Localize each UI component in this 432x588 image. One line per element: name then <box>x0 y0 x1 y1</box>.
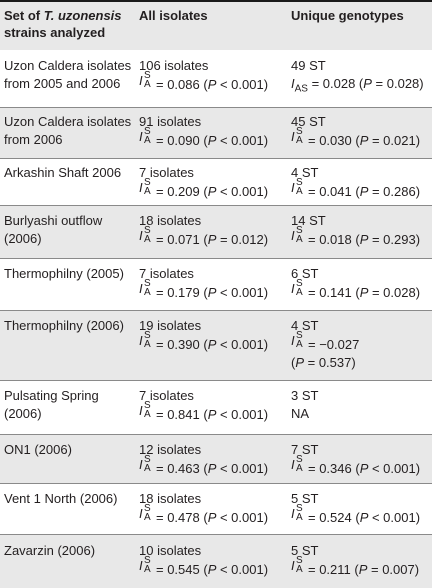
unique-cell <box>291 212 431 249</box>
set-line: Uzon Caldera isolates <box>4 114 132 129</box>
index-I: I <box>291 558 295 573</box>
set-cell <box>4 113 136 149</box>
all-cell <box>139 441 289 478</box>
unique-stat-value: = 0.524 ( <box>308 510 360 525</box>
all-cell <box>139 164 289 201</box>
unique-count: 5 ST <box>291 543 319 558</box>
index-S: S <box>296 177 303 188</box>
p-symbol: P <box>207 184 217 199</box>
set-line: ON1 (2006) <box>4 442 72 457</box>
index-I: I <box>291 333 295 348</box>
all-stat <box>139 177 289 201</box>
table-row <box>0 435 432 483</box>
set-line: from 2006 <box>4 132 63 147</box>
all-stat <box>139 70 289 94</box>
unique-cell <box>291 441 431 478</box>
unique-stat-value: = 0.211 ( <box>308 562 359 577</box>
ias-symbol <box>291 76 308 95</box>
index-I: I <box>139 73 143 88</box>
all-count: 91 isolates <box>139 114 202 129</box>
index-S: S <box>144 177 151 188</box>
p-value: = 0.028) <box>371 76 424 91</box>
index-symbol <box>291 454 308 474</box>
table-row <box>0 535 432 588</box>
p-symbol: P <box>207 285 217 300</box>
all-count: 18 isolates <box>139 491 202 506</box>
p-value: < 0.001) <box>216 461 269 476</box>
all-cell <box>139 542 289 579</box>
set-cell <box>4 265 136 283</box>
index-A: A <box>296 135 303 146</box>
paren-open: ( <box>291 355 296 370</box>
p-symbol: P <box>207 77 217 92</box>
p-symbol: P <box>359 184 369 199</box>
table-row <box>0 50 432 107</box>
all-stat-value: = 0.090 ( <box>156 133 208 148</box>
unique-stat-value: = 0.346 ( <box>308 461 360 476</box>
index-S: S <box>144 400 151 411</box>
table-row <box>0 159 432 205</box>
p-value: = 0.537) <box>304 355 356 370</box>
header-set <box>4 7 132 41</box>
index-A: A <box>296 339 303 350</box>
index-S: S <box>144 225 151 236</box>
top-rule <box>0 0 432 2</box>
p-value: < 0.001) <box>216 510 269 525</box>
index-A: A <box>144 463 151 474</box>
unique-stat <box>291 126 431 150</box>
all-stat <box>139 278 289 302</box>
unique-na: NA <box>291 406 310 421</box>
all-stat <box>139 454 289 478</box>
set-line: Burlyashi outflow <box>4 213 103 228</box>
index-I: I <box>291 228 295 243</box>
p-symbol: P <box>359 285 369 300</box>
index-S: S <box>296 225 303 236</box>
p-value: < 0.001) <box>368 461 421 476</box>
p-value: < 0.001) <box>216 184 269 199</box>
p-value: < 0.001) <box>216 562 269 577</box>
all-count: 12 isolates <box>139 442 202 457</box>
all-stat-value: = 0.390 ( <box>156 337 208 352</box>
table-row <box>0 206 432 258</box>
index-I: I <box>139 281 143 296</box>
index-symbol <box>291 126 308 146</box>
p-symbol: P <box>207 232 217 247</box>
index-symbol <box>139 278 156 298</box>
unique-stat-value: = 0.028 ( <box>307 76 364 91</box>
all-stat <box>139 400 289 424</box>
all-count: 10 isolates <box>139 543 202 558</box>
all-count: 19 isolates <box>139 318 202 333</box>
index-symbol <box>291 225 308 245</box>
index-I: I <box>139 403 143 418</box>
all-stat <box>139 225 289 249</box>
index-S: S <box>144 503 151 514</box>
index-I: I <box>291 457 295 472</box>
index-I: I <box>139 333 143 348</box>
p-symbol: P <box>207 562 217 577</box>
index-S: S <box>144 278 151 289</box>
p-symbol: P <box>359 232 369 247</box>
all-count: 7 isolates <box>139 388 194 403</box>
p-symbol: P <box>207 407 217 422</box>
index-I: I <box>139 180 143 195</box>
all-stat-value: = 0.209 ( <box>156 184 208 199</box>
set-line: Thermophilny (2006) <box>4 318 124 333</box>
header-set-line2: strains analyzed <box>4 25 106 40</box>
unique-cell <box>291 57 431 99</box>
unique-p-line <box>291 354 431 372</box>
p-symbol: P <box>207 133 217 148</box>
index-I: I <box>291 129 295 144</box>
header-species: T. uzonensis <box>43 8 122 23</box>
index-S: S <box>296 555 303 566</box>
table-row <box>0 311 432 380</box>
p-symbol: P <box>207 337 217 352</box>
index-symbol <box>291 330 308 350</box>
index-I: I <box>291 281 295 296</box>
all-count: 7 isolates <box>139 165 194 180</box>
index-symbol <box>291 177 308 197</box>
unique-cell <box>291 164 431 201</box>
p-value: < 0.001) <box>216 337 269 352</box>
all-stat-value: = 0.086 ( <box>156 77 208 92</box>
index-symbol <box>139 177 156 197</box>
all-count: 18 isolates <box>139 213 202 228</box>
index-A: A <box>144 234 151 245</box>
index-S: S <box>296 126 303 137</box>
p-symbol: P <box>207 461 217 476</box>
unique-stat-value: = 0.018 ( <box>308 232 360 247</box>
unique-stat <box>291 555 431 579</box>
set-cell <box>4 212 136 248</box>
all-stat-value: = 0.478 ( <box>156 510 208 525</box>
index-symbol <box>139 70 156 90</box>
unique-count: 6 ST <box>291 266 319 281</box>
p-value: < 0.001) <box>368 510 421 525</box>
index-S: S <box>144 330 151 341</box>
index-symbol <box>139 503 156 523</box>
p-symbol: P <box>295 355 305 370</box>
unique-stat <box>291 278 431 302</box>
unique-count: 5 ST <box>291 491 319 506</box>
table-row <box>0 259 432 310</box>
unique-count: 49 ST <box>291 58 326 73</box>
index-A: A <box>144 409 151 420</box>
unique-count: 14 ST <box>291 213 326 228</box>
header-set-text: Set of <box>4 8 41 23</box>
set-cell <box>4 164 136 182</box>
index-A: A <box>296 186 303 197</box>
all-stat <box>139 330 289 354</box>
unique-stat-value: = 0.041 ( <box>308 184 360 199</box>
set-line: Pulsating Spring <box>4 388 99 403</box>
set-line: Arkashin Shaft 2006 <box>4 165 122 180</box>
all-stat <box>139 126 289 150</box>
index-symbol <box>291 503 308 523</box>
ias-I: I <box>291 76 295 91</box>
unique-stat-value: = 0.141 ( <box>308 285 360 300</box>
set-line: (2006) <box>4 406 42 421</box>
unique-count: 7 ST <box>291 442 319 457</box>
index-A: A <box>296 564 303 575</box>
p-symbol: P <box>358 562 368 577</box>
all-stat-value: = 0.841 ( <box>156 407 208 422</box>
p-value: < 0.001) <box>216 133 269 148</box>
p-value: = 0.007) <box>367 562 420 577</box>
index-symbol <box>139 400 156 420</box>
index-S: S <box>296 278 303 289</box>
p-symbol: P <box>363 76 372 91</box>
index-A: A <box>144 512 151 523</box>
all-count: 106 isolates <box>139 58 209 73</box>
unique-count: 3 ST <box>291 388 319 403</box>
index-A: A <box>296 234 303 245</box>
p-symbol: P <box>207 510 217 525</box>
unique-cell <box>291 387 431 423</box>
set-cell <box>4 317 136 335</box>
all-cell <box>139 387 289 424</box>
set-cell <box>4 57 136 93</box>
index-symbol <box>139 330 156 350</box>
unique-stat <box>291 75 431 99</box>
p-value: < 0.001) <box>216 77 269 92</box>
unique-cell <box>291 542 431 579</box>
all-stat-value: = 0.071 ( <box>156 232 208 247</box>
index-symbol <box>291 555 308 575</box>
index-S: S <box>144 70 151 81</box>
index-S: S <box>296 330 303 341</box>
all-count: 7 isolates <box>139 266 194 281</box>
set-line: Thermophilny (2005) <box>4 266 124 281</box>
all-cell <box>139 265 289 302</box>
set-cell <box>4 490 136 508</box>
set-cell <box>4 387 136 423</box>
set-cell <box>4 441 136 459</box>
header-all-isolates: All isolates <box>139 8 208 23</box>
p-symbol: P <box>359 461 369 476</box>
all-cell <box>139 212 289 249</box>
set-line: Vent 1 North (2006) <box>4 491 118 506</box>
unique-stat <box>291 330 431 354</box>
unique-stat <box>291 503 431 527</box>
all-stat <box>139 555 289 579</box>
unique-stat-value: = −0.027 <box>308 337 360 352</box>
index-A: A <box>296 287 303 298</box>
index-A: A <box>144 186 151 197</box>
index-symbol <box>139 126 156 146</box>
set-cell <box>4 542 136 560</box>
unique-count: 4 ST <box>291 318 319 333</box>
p-value: < 0.001) <box>216 407 269 422</box>
all-stat-value: = 0.545 ( <box>156 562 208 577</box>
p-symbol: P <box>359 510 369 525</box>
unique-stat <box>291 225 431 249</box>
index-A: A <box>144 339 151 350</box>
all-cell <box>139 317 289 354</box>
table-row <box>0 484 432 534</box>
header-unique-genotypes: Unique genotypes <box>291 8 404 23</box>
index-A: A <box>296 463 303 474</box>
index-symbol <box>139 225 156 245</box>
all-cell <box>139 113 289 150</box>
unique-cell <box>291 317 431 372</box>
index-symbol <box>139 555 156 575</box>
index-A: A <box>144 287 151 298</box>
set-line: Zavarzin (2006) <box>4 543 96 558</box>
index-A: A <box>144 135 151 146</box>
unique-count: 4 ST <box>291 165 319 180</box>
index-I: I <box>139 129 143 144</box>
index-S: S <box>296 503 303 514</box>
p-value: < 0.001) <box>216 285 269 300</box>
p-value: = 0.293) <box>368 232 421 247</box>
p-value: = 0.012) <box>216 232 269 247</box>
unique-cell <box>291 113 431 150</box>
index-I: I <box>291 180 295 195</box>
p-value: = 0.286) <box>368 184 421 199</box>
index-symbol <box>139 454 156 474</box>
table-row <box>0 381 432 434</box>
index-I: I <box>139 228 143 243</box>
index-A: A <box>296 512 303 523</box>
unique-cell <box>291 265 431 302</box>
all-cell <box>139 57 289 94</box>
index-S: S <box>296 454 303 465</box>
p-value: = 0.028) <box>368 285 421 300</box>
set-line: Uzon Caldera isolates <box>4 58 132 73</box>
all-stat-value: = 0.463 ( <box>156 461 208 476</box>
p-symbol: P <box>359 133 369 148</box>
index-I: I <box>291 506 295 521</box>
index-S: S <box>144 454 151 465</box>
all-cell <box>139 490 289 527</box>
unique-stat-value: = 0.030 ( <box>308 133 360 148</box>
index-I: I <box>139 558 143 573</box>
index-symbol <box>291 278 308 298</box>
unique-cell <box>291 490 431 527</box>
p-value: = 0.021) <box>368 133 421 148</box>
unique-count: 45 ST <box>291 114 326 129</box>
index-A: A <box>144 564 151 575</box>
set-line: (2006) <box>4 231 42 246</box>
ias-sub: AS <box>294 83 308 95</box>
index-S: S <box>144 126 151 137</box>
index-I: I <box>139 457 143 472</box>
table-header <box>0 0 432 50</box>
index-S: S <box>144 555 151 566</box>
table-row <box>0 108 432 158</box>
index-I: I <box>139 506 143 521</box>
unique-stat <box>291 177 431 201</box>
all-stat-value: = 0.179 ( <box>156 285 208 300</box>
unique-stat <box>291 454 431 478</box>
index-A: A <box>144 79 151 90</box>
set-line: from 2005 and 2006 <box>4 76 121 91</box>
all-stat <box>139 503 289 527</box>
